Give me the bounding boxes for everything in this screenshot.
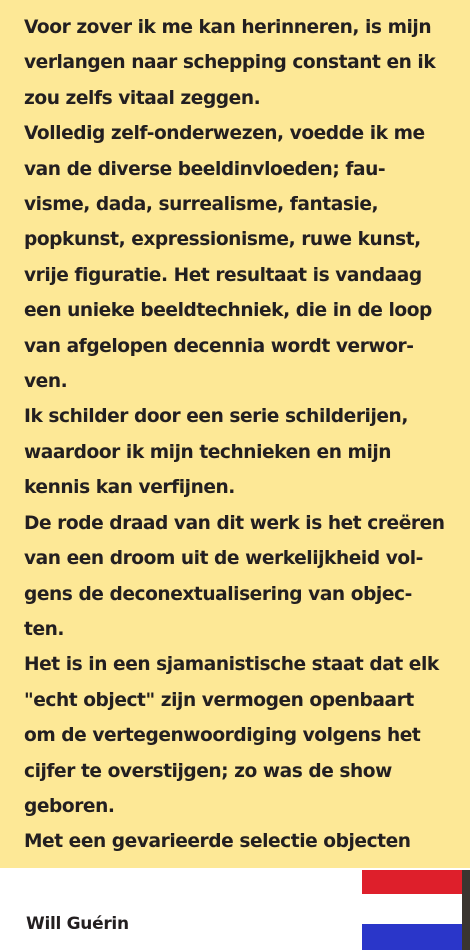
footer [0, 868, 470, 950]
flag-edge [462, 870, 470, 950]
body-text: Voor zover ik me kan herinneren, is mijn verlangen naar schepping constant en ik zou zelfs vitaal zeggen. Volledig zelf-onderwezen, voedde ik me van de diverse beeldinvloeden; fau- visme, dada, surrealisme, fantasie, popkunst, expressionisme, ruwe kunst, vrije figuratie. Het resultaat is vandaag een unieke beeldtechniek, die in de loop van afgelopen decennia wordt verwor- ven. Ik schilder door een serie schilderijen, waardoor ik mijn technieken en mijn kennis kan verfijnen. De rode draad van dit werk is het creëren van een droom uit de werkelijkheid vol- gens de deconextualisering van objec- ten. Het is in een sjamanistische staat dat elk "echt object" zijn vermogen openbaart om de vertegenwoordiging volgens het cijfer te overstijgen; zo was de show geboren. Met een gevarieerde selectie objecten [24, 17, 445, 853]
author-name: Will Guérin [26, 914, 129, 934]
netherlands-flag-icon [362, 870, 470, 950]
flag-red-stripe [362, 870, 462, 894]
flag-blue-stripe [362, 924, 462, 950]
flag-white-stripe [362, 894, 462, 924]
